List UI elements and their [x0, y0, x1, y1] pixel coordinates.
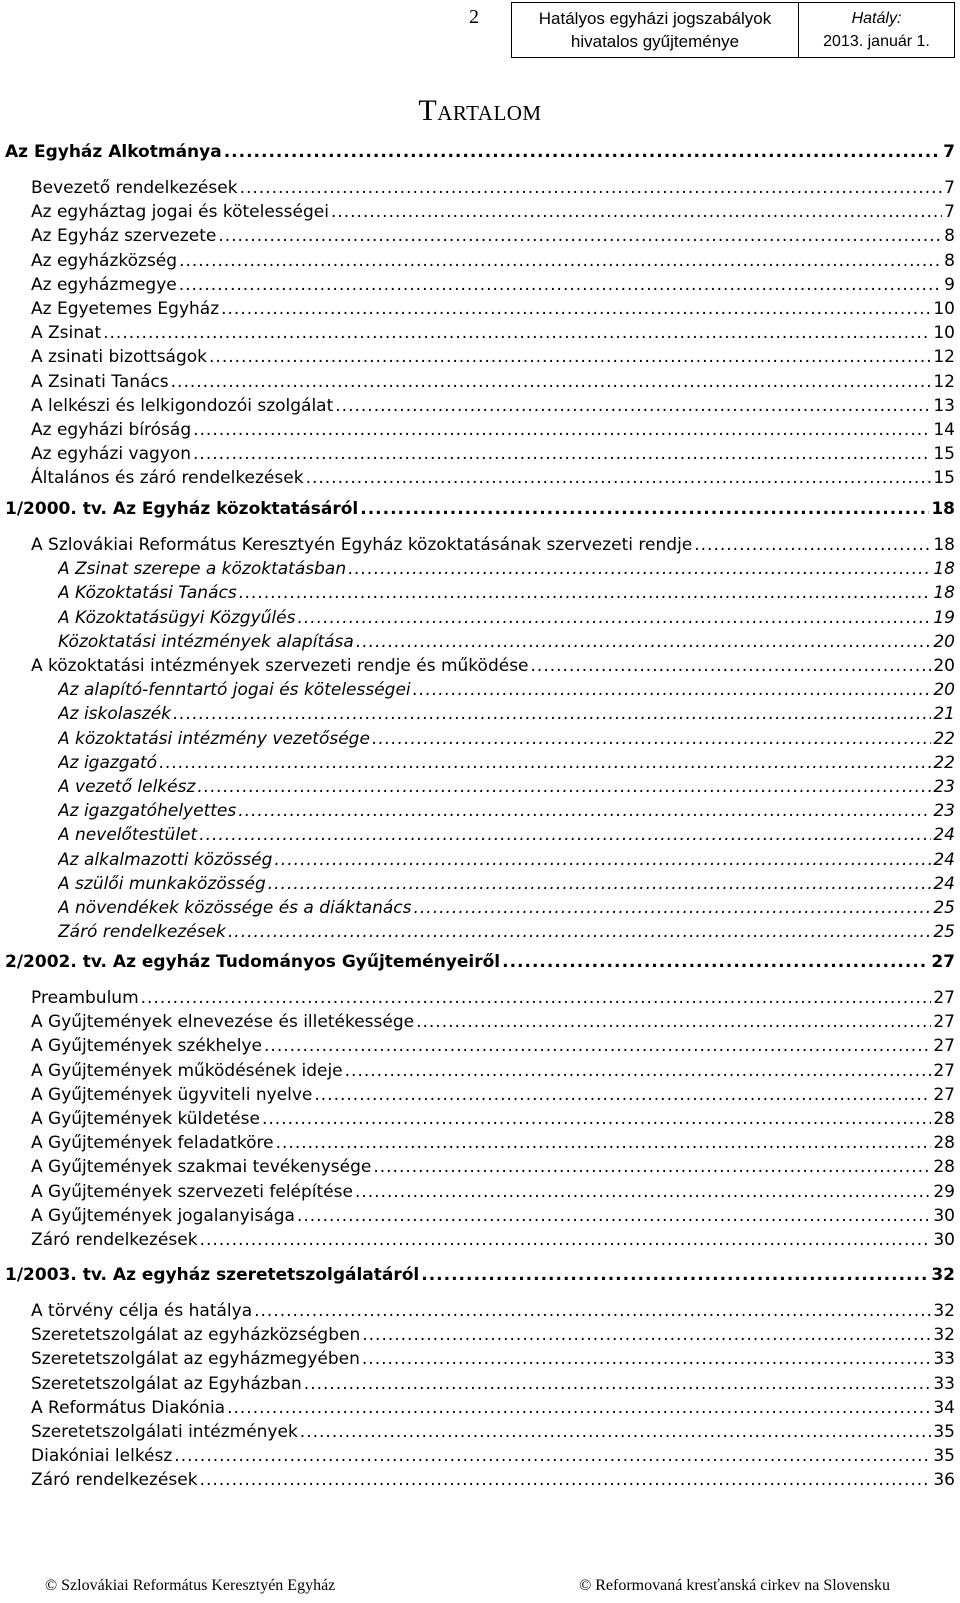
toc-entry-title: A Közoktatási Tanács — [58, 583, 237, 604]
toc-entry-page: 20 — [933, 656, 955, 676]
toc-entry[interactable] — [58, 606, 955, 630]
toc-entry-title: Diakóniai lelkész — [31, 1446, 173, 1467]
dot-leader — [502, 950, 929, 974]
dot-leader — [300, 1420, 932, 1444]
toc-entry[interactable] — [31, 654, 955, 678]
toc-title-rest: ARTALOM — [437, 101, 542, 125]
toc-entry[interactable] — [31, 1299, 955, 1323]
toc-entry[interactable] — [58, 678, 955, 702]
toc-entry-page: 28 — [933, 1109, 955, 1129]
toc-entry-title: Szeretetszolgálat az egyházközségben — [31, 1325, 361, 1346]
toc-section-heading[interactable] — [5, 140, 955, 164]
toc-entry-title: A Gyűjtemények küldetése — [31, 1109, 260, 1129]
toc-entry-title: A közoktatási intézmény vezetősége — [58, 728, 370, 749]
dot-leader — [348, 557, 931, 581]
toc-entry-page: 24 — [933, 825, 955, 846]
dot-leader — [209, 345, 931, 369]
toc-entry-page: 18 — [933, 535, 955, 555]
toc-entry-page: 27 — [933, 1012, 955, 1033]
toc-entry-title: A Gyűjtemények szervezeti felépítése — [31, 1181, 353, 1202]
toc-entry[interactable] — [58, 727, 955, 751]
dot-leader — [416, 1010, 931, 1034]
toc-entry[interactable] — [31, 442, 955, 466]
toc-entry-page: 32 — [933, 1301, 955, 1321]
toc-entry-title: A Gyűjtemények jogalanyisága — [31, 1205, 295, 1226]
toc-entry[interactable] — [58, 581, 955, 605]
dot-leader — [228, 920, 931, 944]
dot-leader — [262, 1107, 931, 1131]
dot-leader — [372, 727, 931, 751]
toc-section-heading-title: Az Egyház Alkotmánya — [5, 142, 222, 162]
footer-left: © Szlovákiai Református Keresztyén Egyház — [45, 1577, 336, 1594]
header-effect-date: 2013. január 1. — [823, 33, 930, 50]
toc-entry-page: 35 — [933, 1446, 955, 1467]
toc-entry-title: Záró rendelkezések — [58, 922, 226, 943]
toc-entry-title: A Gyűjtemények ügyviteli nyelve — [31, 1084, 313, 1105]
toc-section-heading-title: 1/2003. tv. Az egyház szeretetszolgálatáról — [5, 1265, 420, 1285]
dot-leader — [254, 1299, 931, 1323]
toc-entry-page: 29 — [933, 1181, 955, 1202]
toc-entry-title: A Zsinat — [31, 323, 102, 344]
page-number: 2 — [469, 6, 479, 28]
dot-leader — [414, 896, 932, 920]
footer-right: © Reformovaná kresťanská cirkev na Slovensku — [579, 1577, 890, 1594]
toc-entry[interactable] — [58, 823, 955, 847]
toc-entry[interactable] — [58, 630, 955, 654]
dot-leader — [373, 1155, 931, 1179]
header-effect-label: Hatály: — [851, 10, 902, 27]
toc-entry-title: A közoktatási intézmények szervezeti rendje és működése — [31, 656, 529, 676]
toc-entry[interactable] — [31, 1107, 955, 1131]
toc-entry-page: 27 — [933, 1060, 955, 1081]
page-footer — [0, 1577, 960, 1601]
dot-leader — [694, 533, 931, 557]
toc-section-heading-title: 2/2002. tv. Az egyház Tudományos Gyűjteményeiről — [5, 952, 501, 972]
dot-leader — [200, 1228, 932, 1252]
toc-entry-page: 30 — [933, 1230, 955, 1250]
toc-entry-title: Az egyházi vagyon — [31, 444, 192, 465]
dot-leader — [221, 297, 931, 321]
toc-entry[interactable] — [31, 1131, 955, 1155]
toc-entry[interactable] — [58, 751, 955, 775]
toc-entry-title: A törvény célja és hatálya — [31, 1301, 253, 1321]
toc-entry-page: 33 — [933, 1349, 955, 1370]
dot-leader — [240, 176, 943, 200]
toc-entry-page: 30 — [933, 1205, 955, 1226]
dot-leader — [173, 702, 931, 726]
toc-entry-page: 25 — [933, 898, 955, 918]
toc-entry-page: 35 — [933, 1422, 955, 1442]
toc-entry[interactable] — [31, 1228, 955, 1252]
toc-section-heading-page: 32 — [931, 1265, 955, 1285]
toc-title-initial: T — [418, 94, 438, 127]
toc-entry-title: Az iskolaszék — [58, 704, 172, 725]
toc-entry-page: 12 — [933, 347, 955, 368]
dot-leader — [306, 466, 932, 490]
toc-entry-title: Az egyházmegye — [31, 274, 177, 295]
toc-entry-page: 15 — [933, 468, 955, 489]
toc-entry-title: A Zsinat szerepe a közoktatásban — [58, 559, 347, 580]
toc-entry-title: Szeretetszolgálat az Egyházban — [31, 1373, 302, 1394]
toc-entry[interactable] — [31, 986, 955, 1010]
dot-leader — [355, 1180, 931, 1204]
dot-leader — [238, 799, 931, 823]
toc-entry-page: 14 — [933, 420, 955, 440]
toc-entry-page: 15 — [933, 444, 955, 465]
toc-entry-page: 18 — [933, 559, 955, 580]
toc-entry-title: Szeretetszolgálati intézmények — [31, 1422, 298, 1442]
toc-entry-page: 10 — [933, 323, 955, 344]
header-title-box — [511, 2, 799, 58]
toc-entry[interactable] — [31, 200, 955, 224]
toc-entry[interactable] — [31, 249, 955, 273]
toc-entry[interactable] — [31, 1059, 955, 1083]
toc-entry-page: 23 — [933, 777, 955, 797]
toc-entry-title: A zsinati bizottságok — [31, 347, 208, 368]
toc-entry[interactable] — [31, 176, 955, 200]
toc-entry-title: Az igazgató — [58, 752, 158, 773]
header-title-line1: Hatályos egyházi jogszabályok — [538, 9, 772, 28]
toc-entry-title: Az alapító-fenntartó jogai és kötelességei — [58, 680, 411, 701]
toc-section-heading[interactable] — [5, 1263, 955, 1287]
dot-leader — [227, 1396, 931, 1420]
toc-entry[interactable] — [31, 466, 955, 490]
dot-leader — [421, 1263, 929, 1287]
toc-entry-title: A Szlovákiai Református Keresztyén Egyház közoktatásának szervezeti rendje — [31, 535, 693, 555]
toc-entry-title: Záró rendelkezések — [31, 1470, 198, 1491]
toc-entry-title: A Gyűjtemények feladatköre — [31, 1133, 274, 1154]
toc-entry-page: 8 — [944, 250, 955, 271]
toc-entry-page: 21 — [933, 704, 955, 725]
toc-entry[interactable] — [31, 1010, 955, 1034]
toc-entry-title: Az igazgatóhelyettes — [58, 801, 237, 822]
toc-entry-page: 27 — [933, 988, 955, 1008]
toc-entry-title: Az Egyetemes Egyház — [31, 299, 220, 319]
toc-entry-title: Közoktatási intézmények alapítása — [58, 631, 354, 652]
toc-entry-title: Általános és záró rendelkezések — [31, 468, 304, 489]
toc-entry[interactable] — [31, 418, 955, 442]
toc-entry-page: 22 — [933, 752, 955, 773]
dot-leader — [356, 630, 932, 654]
header-title-line2: hivatalos gyűjteménye — [570, 32, 740, 51]
toc-entry[interactable] — [31, 1396, 955, 1420]
toc-entry[interactable] — [58, 920, 955, 944]
toc-entry[interactable] — [31, 1468, 955, 1492]
dot-leader — [362, 1323, 931, 1347]
toc-entry-title: A Gyűjtemények székhelye — [31, 1036, 263, 1057]
toc-section-heading[interactable] — [5, 497, 955, 521]
header-effect-box — [799, 2, 955, 58]
dot-leader — [239, 581, 932, 605]
toc-entry[interactable] — [58, 702, 955, 726]
toc-entry-title: Az Egyház szervezete — [31, 226, 217, 247]
toc-entry-page: 25 — [933, 922, 955, 943]
dot-leader — [331, 200, 942, 224]
dot-leader — [193, 442, 931, 466]
dot-leader — [159, 751, 931, 775]
dot-leader — [362, 1347, 931, 1371]
toc-entry[interactable] — [31, 1155, 955, 1179]
toc-entry-title: Az alkalmazotti közösség — [58, 849, 273, 870]
toc-entry[interactable] — [58, 799, 955, 823]
toc-entry-page: 12 — [933, 371, 955, 392]
toc-entry-title: A növendékek közössége és a diáktanács — [58, 898, 412, 918]
dot-leader — [413, 678, 932, 702]
dot-leader — [199, 823, 931, 847]
toc-entry-title: Az egyháztag jogai és kötelességei — [31, 202, 329, 223]
toc-section-heading-title: 1/2000. tv. Az Egyház közoktatásáról — [5, 499, 359, 519]
toc-entry-title: A Zsinati Tanács — [31, 371, 169, 392]
toc-entry-title: Az egyházi bíróság — [31, 420, 192, 440]
dot-leader — [304, 1372, 932, 1396]
toc-entry-page: 7 — [944, 178, 955, 198]
toc-entry-page: 33 — [933, 1373, 955, 1394]
toc-entry[interactable] — [31, 321, 955, 345]
toc-entry-title: A szülői munkaközösség — [58, 873, 266, 894]
dot-leader — [335, 394, 931, 418]
toc-entry[interactable] — [31, 1034, 955, 1058]
dot-leader — [103, 321, 931, 345]
toc-entry[interactable] — [31, 370, 955, 394]
dot-leader — [314, 1083, 931, 1107]
toc-entry-page: 34 — [933, 1397, 955, 1418]
dot-leader — [218, 224, 942, 248]
toc-entry-title: A Gyűjtemények működésének ideje — [31, 1060, 343, 1081]
toc-entry[interactable] — [31, 1420, 955, 1444]
dot-leader — [193, 418, 931, 442]
toc-entry[interactable] — [31, 224, 955, 248]
dot-leader — [264, 1034, 931, 1058]
toc-entry[interactable] — [31, 1180, 955, 1204]
toc-entry[interactable] — [31, 1323, 955, 1347]
toc-entry[interactable] — [31, 345, 955, 369]
toc-entry-page: 36 — [933, 1470, 955, 1491]
toc-entry-title: A Közoktatásügyi Közgyűlés — [58, 607, 296, 628]
toc-entry-title: A Gyűjtemények szakmai tevékenysége — [31, 1157, 372, 1178]
dot-leader — [345, 1059, 932, 1083]
dot-leader — [179, 249, 942, 273]
toc-entry[interactable] — [58, 775, 955, 799]
toc-entry-page: 27 — [933, 1084, 955, 1105]
dot-leader — [200, 1468, 932, 1492]
dot-leader — [197, 775, 931, 799]
toc-entry[interactable] — [58, 557, 955, 581]
toc-entry-page: 27 — [933, 1036, 955, 1057]
toc-entry[interactable] — [31, 394, 955, 418]
toc-section-heading-page: 7 — [943, 142, 955, 162]
toc-entry[interactable] — [31, 1083, 955, 1107]
toc-entry-page: 23 — [933, 801, 955, 822]
toc-entry[interactable] — [58, 896, 955, 920]
toc-entry-page: 28 — [933, 1133, 955, 1154]
toc-entry[interactable] — [31, 1204, 955, 1228]
dot-leader — [297, 1204, 931, 1228]
toc-entry[interactable] — [31, 297, 955, 321]
toc-entry[interactable] — [58, 848, 955, 872]
dot-leader — [224, 140, 941, 164]
toc-entry[interactable] — [31, 533, 955, 557]
toc-entry[interactable] — [58, 872, 955, 896]
dot-leader — [141, 986, 932, 1010]
dot-leader — [174, 1444, 931, 1468]
toc-entry-title: A lelkészi és lelkigondozói szolgálat — [31, 395, 334, 416]
toc-section-heading[interactable] — [5, 950, 955, 974]
toc-entry-page: 24 — [933, 873, 955, 894]
toc-entry-page: 10 — [933, 299, 955, 319]
toc-entry-page: 22 — [933, 728, 955, 749]
dot-leader — [360, 497, 929, 521]
toc-entry-page: 18 — [933, 583, 955, 604]
toc-section-heading-page: 27 — [931, 952, 955, 972]
dot-leader — [276, 1131, 932, 1155]
toc-entry[interactable] — [31, 1347, 955, 1371]
dot-leader — [531, 654, 932, 678]
dot-leader — [274, 848, 931, 872]
dot-leader — [179, 273, 942, 297]
toc-entry-page: 13 — [933, 395, 955, 416]
toc-entry-page: 32 — [933, 1325, 955, 1346]
dot-leader — [171, 370, 932, 394]
toc-entry-page: 7 — [944, 202, 955, 223]
toc-entry-page: 28 — [933, 1157, 955, 1178]
toc-entry-title: A Gyűjtemények elnevezése és illetékessége — [31, 1012, 415, 1033]
dot-leader — [268, 872, 932, 896]
toc-entry-page: 19 — [933, 607, 955, 628]
toc-entry-title: Preambulum — [31, 988, 139, 1008]
toc-entry-title: A vezető lelkész — [58, 777, 196, 797]
toc-section-heading-page: 18 — [931, 499, 955, 519]
toc-entry[interactable] — [31, 273, 955, 297]
toc-entry-page: 8 — [944, 226, 955, 247]
toc-entry-page: 9 — [944, 274, 955, 295]
toc-entry-title: A Református Diakónia — [31, 1397, 226, 1418]
toc-entry[interactable] — [31, 1444, 955, 1468]
toc-entry-page: 20 — [933, 680, 955, 701]
toc-entry-title: Szeretetszolgálat az egyházmegyében — [31, 1349, 360, 1370]
toc-entry-title: A nevelőtestület — [58, 825, 198, 846]
toc-entry-page: 20 — [933, 631, 955, 652]
dot-leader — [297, 606, 931, 630]
toc-entry-title: Bevezető rendelkezések — [31, 178, 238, 198]
toc-entry-title: Az egyházközség — [31, 250, 178, 271]
toc-entry-title: Záró rendelkezések — [31, 1230, 198, 1250]
toc-title — [0, 94, 960, 128]
toc-entry[interactable] — [31, 1372, 955, 1396]
toc-entry-page: 24 — [933, 849, 955, 870]
